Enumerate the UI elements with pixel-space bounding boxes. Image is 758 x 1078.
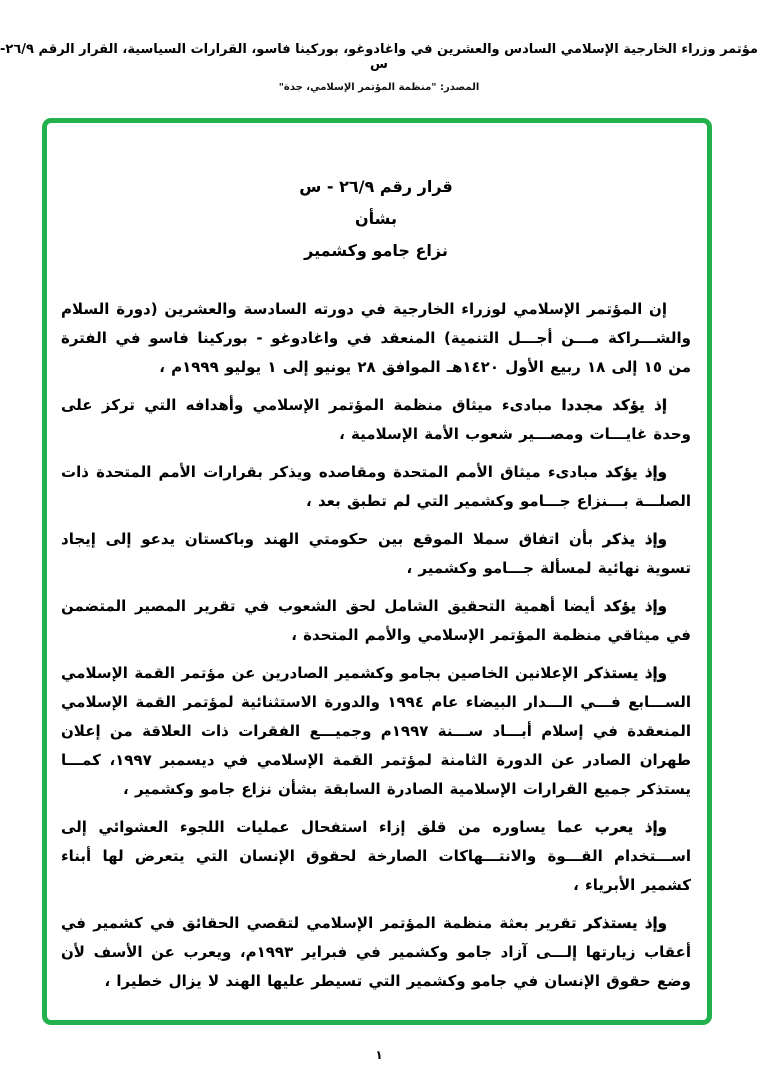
paragraph-lead: وإذ يؤكد	[603, 597, 667, 615]
resolution-paragraph	[61, 525, 691, 583]
paragraph-lead: وإذ يستذكر	[584, 664, 667, 682]
resolution-paragraph	[61, 391, 691, 449]
resolution-paragraph	[61, 295, 691, 382]
paragraph-lead: وإذ يذكر	[602, 530, 667, 548]
paragraph-text: أيضا أهمية التحقيق الشامل لحق الشعوب في تقرير المصير المتضمن في ميثاقي منظمة المؤتمر الإسلامي والأمم المتحدة ،	[61, 597, 691, 644]
resolution-body	[61, 295, 691, 996]
paragraph-text: تقرير بعثة منظمة المؤتمر الإسلامي لتقصي الحقائق في كشمير في أعقاب زيارتها إلـــى آزاد جامو وكشمير في فبراير ١٩٩٣م، ويعرب عن الأسف لأن وضع حقوق الإنسان في جامو وكشمير التي تسيطر عليها الهند لا يزال خطيرا ،	[61, 914, 691, 990]
paragraph-text: إن المؤتمر الإسلامي لوزراء الخارجية في دورته السادسة والعشرين (دورة السلام والشـــراكة مـــن أجـــل التنمية) المنعقد في واغادوغو - بوركينا فاسو في الفترة من ١٥ إلى ١٨ ربيع الأول ١٤٢٠هـ الموافق ٢٨ يونيو إلى ١ يوليو ١٩٩٩م ،	[61, 300, 691, 376]
paragraph-lead: وإذ يستذكر	[583, 914, 667, 932]
paragraph-lead: وإذ يعرب	[594, 818, 668, 836]
resolution-subject: نزاع جامو وكشمير	[304, 241, 448, 260]
paragraph-text: عما يساوره من قلق إزاء استفحال عمليات اللجوء العشوائي إلى اســـتخدام القـــوة والانتـــهاكات الصارخة لحقوق الإنسان التي يتعرض لها أبناء كشمير الأبرياء ،	[61, 818, 691, 894]
header-title: مؤتمر وزراء الخارجية الإسلامي السادس والعشرين في واغادوغو، بوركينا فاسو، القرارات السياسية، القرار الرقم ٢٦/٩-س	[0, 42, 758, 72]
header-source: المصدر: "منظمة المؤتمر الإسلامي، جدة"	[278, 82, 480, 93]
paragraph-lead: وإذ يؤكد	[605, 463, 668, 481]
resolution-paragraph	[61, 458, 691, 516]
page-number: ١	[375, 1048, 383, 1062]
paragraph-text: مبادىء ميثاق منظمة المؤتمر الإسلامي وأهدافه التي تركز على وحدة غايـــات ومصـــير شعوب الأمة الإسلامية ،	[61, 396, 691, 443]
paragraph-text: الإعلانين الخاصين بجامو وكشمير الصادرين عن مؤتمر القمة الإسلامي الســـابع فـــي الـــدار البيضاء عام ١٩٩٤ والدورة الاستثنائية لمؤتمر القمة الإسلامي المنعقدة في إسلام أبـــاد ســـنة ١٩٩٧م وجميـــع الفقرات ذات العلاقة من إعلان طهران الصادر عن الدورة الثامنة لمؤتمر القمة الإسلامي في ديسمبر ١٩٩٧، كمـــا يستذكر جميع القرارات الإسلامية الصادرة السابقة بشأن نزاع جامو وكشمير ،	[61, 664, 692, 798]
document-header	[0, 42, 758, 93]
paragraph-text: بأن اتفاق سملا الموقع بين حكومتي الهند وباكستان يدعو إلى إيجاد تسوية نهائية لمسألة جـــامو وكشمير ،	[61, 530, 691, 577]
resolution-regarding: بشأن	[355, 209, 397, 228]
paragraph-text: مبادىء ميثاق الأمم المتحدة ومقاصده ويذكر بقرارات الأمم المتحدة ذات الصلـــة بـــنزاع جـــامو وكشمير التي لم تطبق بعد ،	[61, 463, 691, 510]
resolution-paragraph	[61, 813, 691, 900]
resolution-frame	[42, 118, 712, 1025]
resolution-number: قرار رقم ٢٦/٩ - س	[299, 177, 453, 196]
resolution-paragraph	[61, 592, 691, 650]
resolution-title-block	[61, 171, 691, 267]
paragraph-lead: إذ يؤكد مجددا	[561, 396, 667, 414]
resolution-paragraph	[61, 909, 691, 996]
resolution-paragraph	[61, 659, 691, 804]
